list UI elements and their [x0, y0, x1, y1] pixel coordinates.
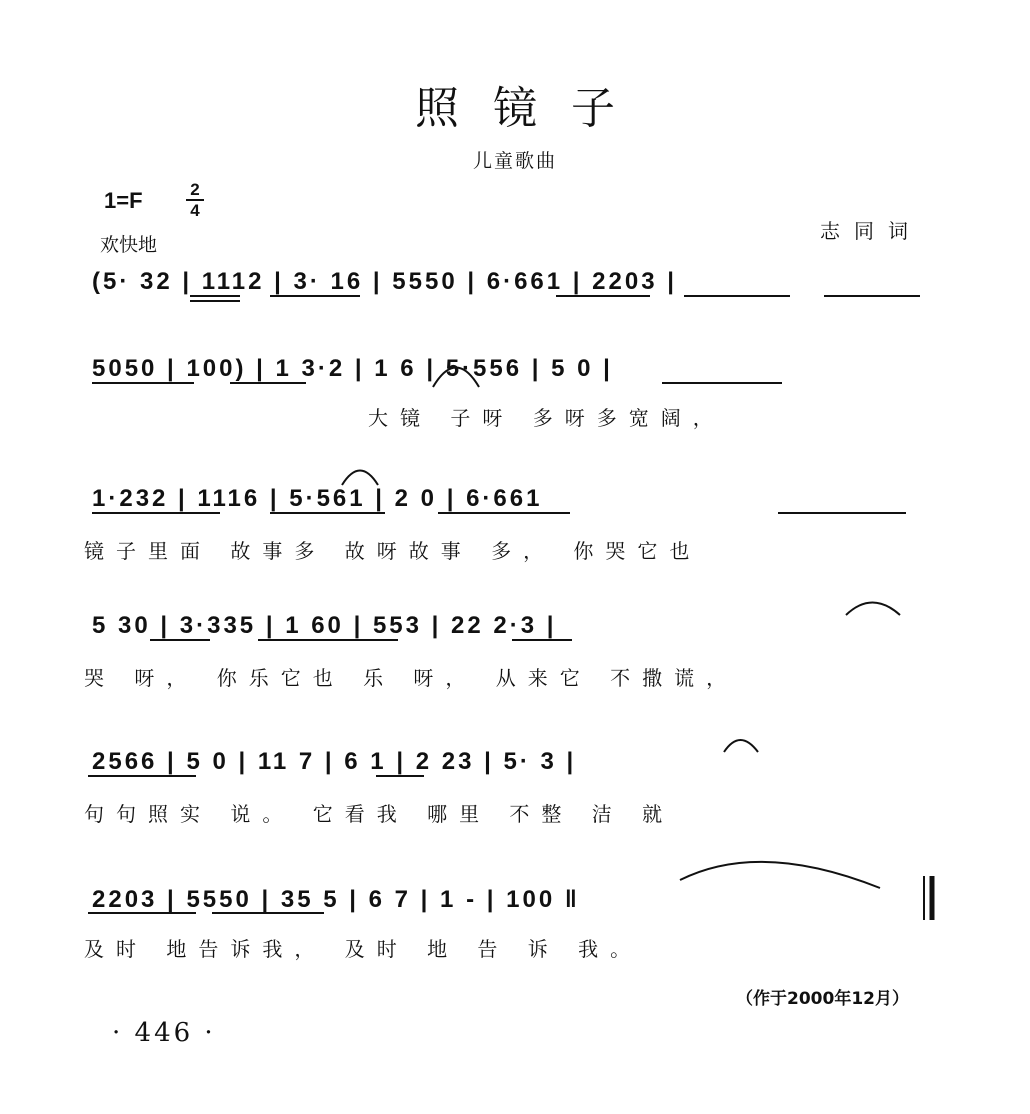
tie-mark	[846, 603, 900, 616]
notation-line-3: 1·232 | 1116 | 5·561 | 2 0 | 6·661	[92, 485, 543, 512]
song-title: 照镜子	[415, 83, 649, 134]
lyrics-line-4: 哭 呀， 你乐它也 乐 呀， 从来它 不撒谎，	[84, 666, 739, 690]
lyrics-line-6: 及时 地告诉我， 及时 地 告 诉 我。	[84, 937, 643, 961]
composition-date-note: （作于2000年12月）	[736, 989, 909, 1009]
notation-line-2: 5050 | 100) | 1 3·2 | 1 6 | 5·556 | 5 0 |	[92, 355, 613, 382]
notation-line-1: (5· 32 | 1112 | 3· 16 | 5550 | 6·661 | 2203 |	[92, 268, 677, 295]
lyricist-credit: 志同词	[820, 219, 922, 243]
time-signature-denominator: 4	[190, 201, 200, 220]
time-signature-numerator: 2	[186, 180, 204, 201]
lyrics-line-5: 句句照实 说。 它看我 哪里 不整 洁 就	[84, 802, 675, 826]
tie-mark	[680, 862, 880, 888]
page-number: · 446 ·	[112, 1018, 216, 1048]
song-subtitle: 儿童歌曲	[472, 150, 557, 172]
notation-line-5: 2566 | 5 0 | 11 7 | 6 1 | 2 23 | 5· 3 |	[92, 748, 577, 775]
tempo-marking: 欢快地	[100, 234, 158, 256]
notation-line-6: 2203 | 5550 | 35 5 | 6 7 | 1 - | 100 ‖	[92, 886, 580, 913]
tie-mark	[724, 740, 758, 752]
lyrics-line-3: 镜子里面 故事多 故呀故事 多， 你哭它也	[84, 539, 702, 563]
key-signature: 1=F	[104, 188, 143, 213]
tie-mark	[433, 368, 479, 388]
notation-line-4: 5 30 | 3·335 | 1 60 | 553 | 22 2·3 |	[92, 612, 557, 639]
tie-mark	[342, 471, 378, 486]
lyrics-line-2: 大镜 子呀 多呀多宽阔，	[368, 406, 725, 430]
